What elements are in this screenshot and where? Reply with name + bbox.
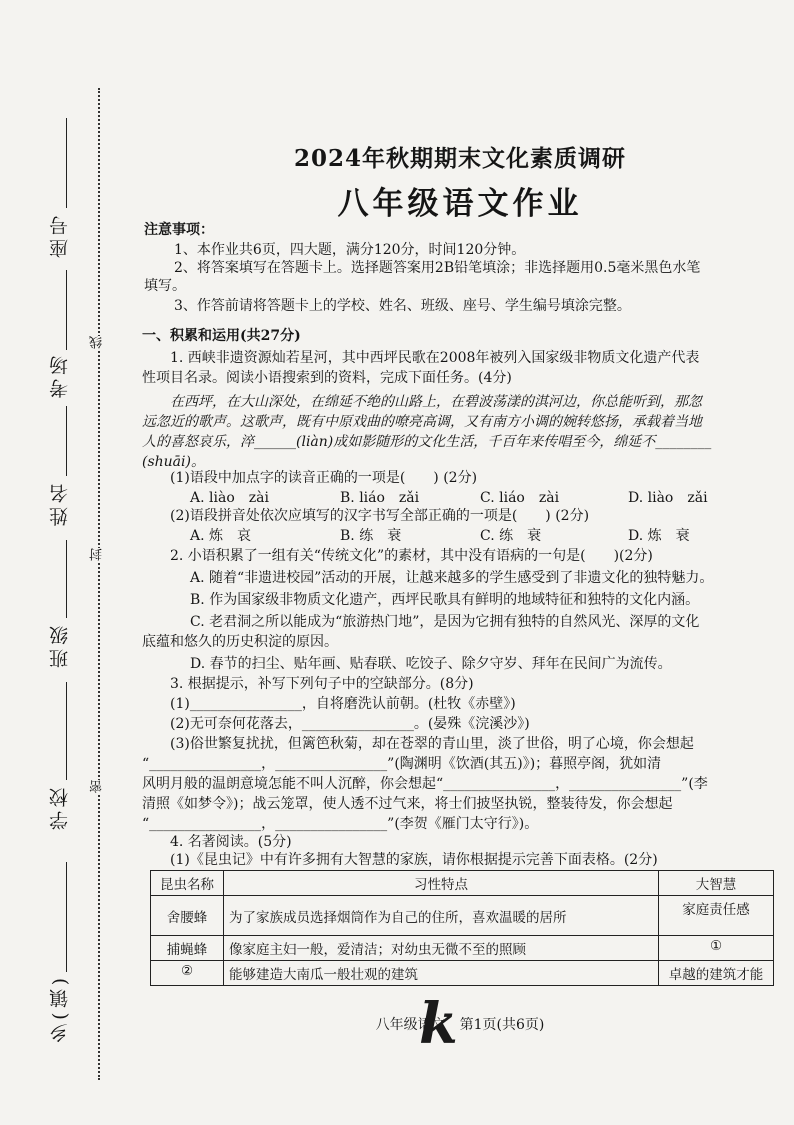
- insect-table: [150, 870, 774, 986]
- school-label: 学校: [49, 784, 71, 830]
- exam-room-label: 考场: [49, 352, 71, 398]
- answer-blank-2[interactable]: ②: [151, 961, 224, 986]
- fill-blank-line[interactable]: 风明月般的温朗意境怎能不叫人沉醉，你会想起“________________，________________”(李: [142, 776, 708, 792]
- question-text: 1. 西峡非遗资源灿若星河，其中西坪民歌在2008年被列入国家级非物质文化遗产代表: [170, 350, 700, 366]
- watermark-logo: k: [419, 991, 458, 1057]
- table-cell: 像家庭主妇一般，爱清洁；对幼虫无微不至的照顾: [224, 936, 659, 961]
- option-a[interactable]: A. 随着“非遗进校园”活动的开展，让越来越多的学生感受到了非遗文化的独特魅力。: [190, 570, 714, 586]
- exam-room-line[interactable]: [66, 270, 67, 350]
- table-cell: 为了家族成员选择烟筒作为自己的住所，喜欢温暖的居所: [224, 896, 659, 936]
- passage-line: 在西坪，在大山深处，在绵延不绝的山路上，在碧波荡漾的淇河边，你总能听到，那忽: [170, 394, 702, 410]
- options-row: [190, 526, 770, 546]
- fill-blank-line[interactable]: (1)________________，自将磨洗认前朝。(杜牧《赤壁》): [170, 696, 516, 712]
- option-c[interactable]: C. 老君洞之所以能成为“旅游热门地”，是因为它拥有独特的自然风光、深厚的文化: [190, 614, 700, 630]
- notice-item: 填写。: [144, 278, 186, 294]
- class-line[interactable]: [66, 540, 67, 618]
- fill-blank-line[interactable]: “________________，________________”(陶渊明《饮酒(其五)》)；暮照亭阁，犹如清: [142, 756, 662, 772]
- option-c[interactable]: C. 练 衰: [480, 528, 542, 544]
- seal-word-seal: 封: [88, 548, 110, 561]
- table-cell: 捕蝇蜂: [151, 936, 224, 961]
- fill-blank-line[interactable]: (2)无可奈何花落去，________________。(晏殊《浣溪沙》): [170, 716, 530, 732]
- name-line[interactable]: [66, 406, 67, 476]
- class-label: 班级: [49, 622, 71, 668]
- fill-blank-line[interactable]: “________________，________________”(李贺《雁门太守行》)。: [142, 816, 539, 832]
- table-cell: 卓越的建筑才能: [659, 961, 774, 986]
- option-a[interactable]: A. liào zài: [190, 490, 269, 506]
- table-row: [151, 961, 774, 986]
- notice-item: 1、本作业共6页，四大题，满分120分，时间120分钟。: [174, 242, 526, 258]
- town-line[interactable]: [66, 862, 67, 972]
- binding-margin: [0, 0, 118, 1125]
- option-d[interactable]: D. 春节的扫尘、贴年画、贴春联、吃饺子、除夕守岁、拜年在民间广为流传。: [190, 656, 672, 672]
- passage-line: 人的喜怒哀乐，淬______(liàn)成如影随形的文化生活，千百年来传唱至今，绵延不________: [142, 434, 712, 450]
- seat-number-label: 座号: [49, 212, 71, 258]
- seal-word-line: 线: [88, 336, 110, 349]
- question-text: 3. 根据提示，补写下列句子中的空缺部分。(8分): [170, 676, 474, 692]
- option-a[interactable]: A. 炼 哀: [190, 528, 252, 544]
- table-row: [151, 896, 774, 936]
- table-header-cell: 习性特点: [224, 871, 659, 896]
- passage-line: (shuāi)。: [142, 454, 205, 470]
- notice-item: 3、作答前请将答题卡上的学校、姓名、班级、座号、学生编号填涂完整。: [174, 298, 631, 314]
- table-header-cell: 大智慧: [659, 871, 774, 896]
- table-header-cell: 昆虫名称: [151, 871, 224, 896]
- question-text: 2. 小语积累了一组有关“传统文化”的素材，其中没有语病的一句是( )(2分): [170, 548, 653, 564]
- subquestion-text: (1)语段中加点字的读音正确的一项是( ) (2分): [170, 470, 478, 486]
- sealing-dotted-line: [98, 88, 100, 1080]
- answer-blank-1[interactable]: ①: [659, 936, 774, 961]
- question-text: 清照《如梦令》)；战云笼罩，使人透不过气来，将士们披坚执锐，整装待发，你会想起: [142, 796, 673, 812]
- notice-heading: 注意事项：: [144, 222, 214, 238]
- option-b[interactable]: B. liáo zǎi: [340, 490, 420, 506]
- option-c-continued: 底蕴和悠久的历史积淀的原因。: [142, 634, 338, 650]
- option-d[interactable]: D. 炼 衰: [628, 528, 690, 544]
- table-cell: 舍腰蜂: [151, 896, 224, 936]
- name-label: 姓名: [49, 480, 71, 526]
- option-c[interactable]: C. liáo zài: [480, 490, 560, 506]
- table-cell: 能够建造大南瓜一般壮观的建筑: [224, 961, 659, 986]
- question-text: 性项目名录。阅读小语搜索到的资料，完成下面任务。(4分): [142, 370, 512, 386]
- town-label: 乡(镇): [49, 974, 71, 1043]
- subquestion-text: (1)《昆虫记》中有许多拥有大智慧的家族，请你根据提示完善下面表格。(2分): [170, 852, 658, 868]
- exam-subtitle: 八年级语文作业: [337, 186, 583, 222]
- passage-line: 远忽近的歌声。这歌声，既有中原戏曲的嘹亮高调，又有南方小调的婉转悠扬，承载着当地: [142, 414, 702, 430]
- seat-number-line[interactable]: [66, 118, 67, 208]
- option-b[interactable]: B. 练 衰: [340, 528, 402, 544]
- page-footer: 八年级语文 第1页(共6页): [375, 1017, 545, 1033]
- question-text: (3)俗世繁复扰扰，但篱笆秋菊，却在苍翠的青山里，淡了世俗，明了心境，你会想起: [170, 736, 694, 752]
- exam-title: 2024年秋期期末文化素质调研: [293, 145, 626, 172]
- table-header-row: [151, 871, 774, 896]
- question-text: 4. 名著阅读。(5分): [170, 834, 292, 850]
- subquestion-text: (2)语段拼音处依次应填写的汉字书写全部正确的一项是( ) (2分): [170, 508, 590, 524]
- table-cell: 家庭责任感: [659, 896, 774, 936]
- section-heading: 一、积累和运用(共27分): [142, 328, 301, 344]
- notice-item: 2、将答案填写在答题卡上。选择题答案用2B铅笔填涂；非选择题用0.5毫米黑色水笔: [174, 260, 701, 276]
- options-row: [190, 488, 770, 508]
- option-d[interactable]: D. liào zǎi: [628, 490, 708, 506]
- school-line[interactable]: [66, 682, 67, 780]
- option-b[interactable]: B. 作为国家级非物质文化遗产，西坪民歌具有鲜明的地域特征和独特的文化内涵。: [190, 592, 700, 608]
- table-row: [151, 936, 774, 961]
- seal-word-secret: 密: [88, 780, 110, 793]
